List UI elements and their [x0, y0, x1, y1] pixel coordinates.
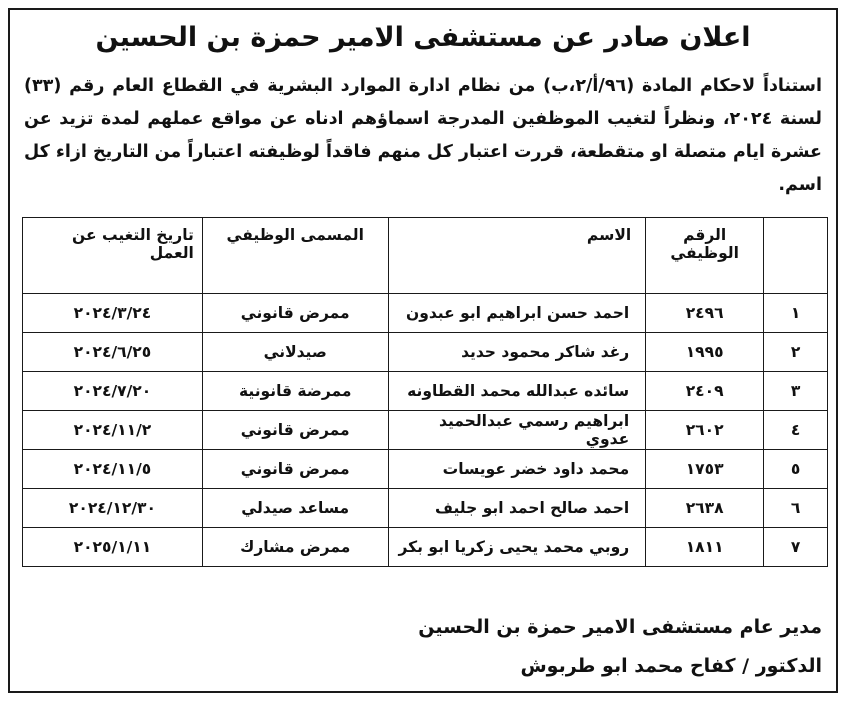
header-name: الاسم — [388, 218, 646, 294]
row-absence-date: ٢٠٢٤/١٢/٣٠ — [23, 489, 203, 528]
row-index: ٤ — [764, 411, 828, 450]
row-index: ٢ — [764, 333, 828, 372]
row-index: ٦ — [764, 489, 828, 528]
row-absence-date: ٢٠٢٤/٦/٢٥ — [23, 333, 203, 372]
row-name: سائده عبدالله محمد القطاونه — [388, 372, 646, 411]
row-employee-id: ١٩٩٥ — [646, 333, 764, 372]
row-index: ١ — [764, 294, 828, 333]
row-job-title: صيدلاني — [202, 333, 388, 372]
row-name: احمد حسن ابراهيم ابو عبدون — [388, 294, 646, 333]
row-name: رغد شاكر محمود حديد — [388, 333, 646, 372]
row-employee-id: ٢٦٣٨ — [646, 489, 764, 528]
signature-name: الدكتور / كفاح محمد ابو طربوش — [520, 655, 822, 677]
header-employee-id: الرقم الوظيفي — [646, 218, 764, 294]
row-absence-date: ٢٠٢٥/١/١١ — [23, 528, 203, 567]
row-employee-id: ١٨١١ — [646, 528, 764, 567]
header-job-title: المسمى الوظيفي — [202, 218, 388, 294]
row-employee-id: ٢٦٠٢ — [646, 411, 764, 450]
row-job-title: ممرض قانوني — [202, 450, 388, 489]
row-job-title: مساعد صيدلي — [202, 489, 388, 528]
row-index: ٧ — [764, 528, 828, 567]
row-absence-date: ٢٠٢٤/٣/٢٤ — [23, 294, 203, 333]
row-name: روبي محمد يحيى زكريا ابو بكر — [388, 528, 646, 567]
row-job-title: ممرض قانوني — [202, 411, 388, 450]
announcement-title: اعلان صادر عن مستشفى الامير حمزة بن الحسين — [95, 22, 751, 53]
table-row — [23, 411, 828, 450]
row-employee-id: ١٧٥٣ — [646, 450, 764, 489]
announcement-frame — [8, 8, 838, 693]
signature-title: مدير عام مستشفى الامير حمزة بن الحسين — [418, 616, 822, 638]
row-absence-date: ٢٠٢٤/١١/٥ — [23, 450, 203, 489]
table-row — [23, 372, 828, 411]
table-header — [23, 218, 828, 294]
row-job-title: ممرضة قانونية — [202, 372, 388, 411]
row-employee-id: ٢٤٠٩ — [646, 372, 764, 411]
table-header-row — [23, 218, 828, 294]
header-absence-date: تاريخ التغيب عن العمل — [23, 218, 203, 294]
row-name: محمد داود خضر عويسات — [388, 450, 646, 489]
table-row — [23, 333, 828, 372]
row-job-title: ممرض مشارك — [202, 528, 388, 567]
employee-table — [22, 217, 828, 567]
table-body — [23, 294, 828, 567]
announcement-body: استناداً لاحكام المادة (٩٦/أ/٢،ب) من نظام ادارة الموارد البشرية في القطاع العام رقم (٣٣) لسنة ٢٠٢٤، ونظراً لتغيب الموظفين المدرجة اسماؤهم ادناه عن مواقع عملهم لمدة تزيد عن عشرة ايام متصلة او متقطعة، قررت اعتبار كل منهم فاقداً لوظيفته اعتباراً من التاريخ ازاء كل اسم. — [24, 76, 822, 195]
row-job-title: ممرض قانوني — [202, 294, 388, 333]
row-name: ابراهيم رسمي عبدالحميد عدوي — [388, 411, 646, 450]
table-row — [23, 489, 828, 528]
row-name: احمد صالح احمد ابو جليف — [388, 489, 646, 528]
row-index: ٥ — [764, 450, 828, 489]
row-absence-date: ٢٠٢٤/١١/٢ — [23, 411, 203, 450]
row-absence-date: ٢٠٢٤/٧/٢٠ — [23, 372, 203, 411]
header-index — [764, 218, 828, 294]
table-row — [23, 450, 828, 489]
table-row — [23, 528, 828, 567]
row-index: ٣ — [764, 372, 828, 411]
table-row — [23, 294, 828, 333]
row-employee-id: ٢٤٩٦ — [646, 294, 764, 333]
